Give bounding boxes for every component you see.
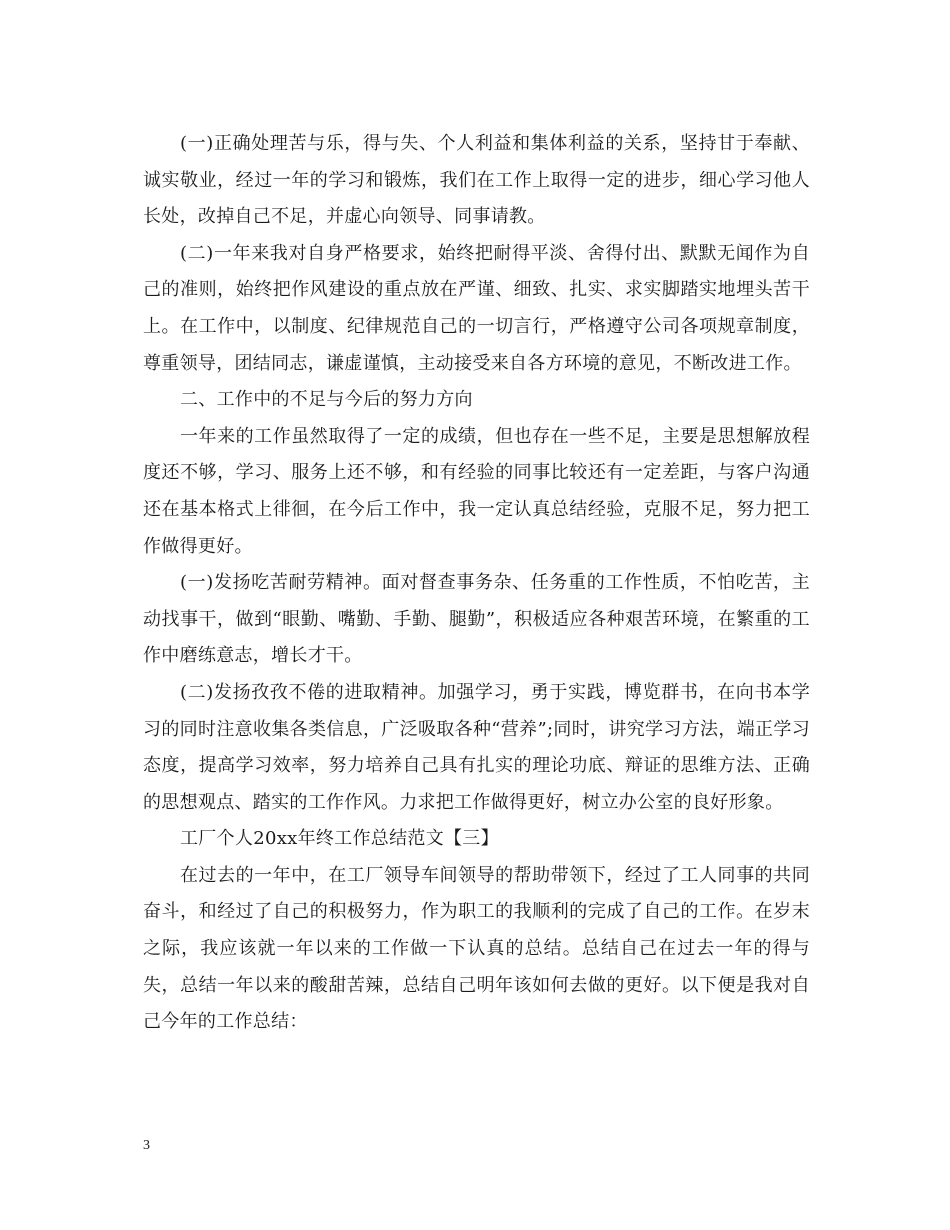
paragraph-section-1-1: (一)正确处理苦与乐，得与失、个人利益和集体利益的关系，坚持甘于奉献、诚实敬业，经过一年的学习和锻炼，我们在工作上取得一定的进步，细心学习他人长处，改掉自己不足，并虚心向领导、同事请教。 <box>143 133 810 228</box>
paragraph-section-2-1: (一)发扬吃苦耐劳精神。面对督查事务杂、任务重的工作性质，不怕吃苦，主动找事干，做到“眼勤、嘴勤、手勤、腿勤”，积极适应各种艰苦环境，在繁重的工作中磨练意志，增长才干。 <box>143 572 810 667</box>
paragraph-section-2-intro: 一年来的工作虽然取得了一定的成绩，但也存在一些不足，主要是思想解放程度还不够，学习、服务上还不够，和有经验的同事比较还有一定差距，与客户沟通还在基本格式上徘徊，在今后工作中，我一定认真总结经验，克服不足，努力把工作做得更好。 <box>143 425 810 557</box>
paragraph-article-3-intro: 在过去的一年中，在工厂领导车间领导的帮助带领下，经过了工人同事的共同奋斗，和经过了自己的积极努力，作为职工的我顺利的完成了自己的工作。在岁末之际，我应该就一年以来的工作做一下认真的总结。总结自己在过去一年的得与失，总结一年以来的酸甜苦辣，总结自己明年该如何去做的更好。以下便是我对自己今年的工作总结： <box>143 864 810 1033</box>
paragraph-section-1-2: (二)一年来我对自身严格要求，始终把耐得平淡、舍得付出、默默无闻作为自己的准则，始终把作风建设的重点放在严谨、细致、扎实、求实脚踏实地埋头苦干上。在工作中，以制度、纪律规范自己的一切言行，严格遵守公司各项规章制度，尊重领导，团结同志，谦虚谨慎，主动接受来自各方环境的意见，不断改进工作。 <box>143 242 810 374</box>
paragraph-section-2-2: (二)发扬孜孜不倦的进取精神。加强学习，勇于实践，博览群书，在向书本学习的同时注意收集各类信息，广泛吸取各种“营养”;同时，讲究学习方法，端正学习态度，提高学习效率，努力培养自己具有扎实的理论功底、辩证的思维方法、正确的思想观点、踏实的工作作风。力求把工作做得更好，树立办公室的良好形象。 <box>143 681 810 813</box>
heading-article-3: 工厂个人20xx年终工作总结范文【三】 <box>180 828 499 850</box>
heading-section-2: 二、工作中的不足与今后的努力方向 <box>180 389 473 411</box>
document-body <box>143 126 810 1041</box>
page-number: 3 <box>143 1138 150 1153</box>
